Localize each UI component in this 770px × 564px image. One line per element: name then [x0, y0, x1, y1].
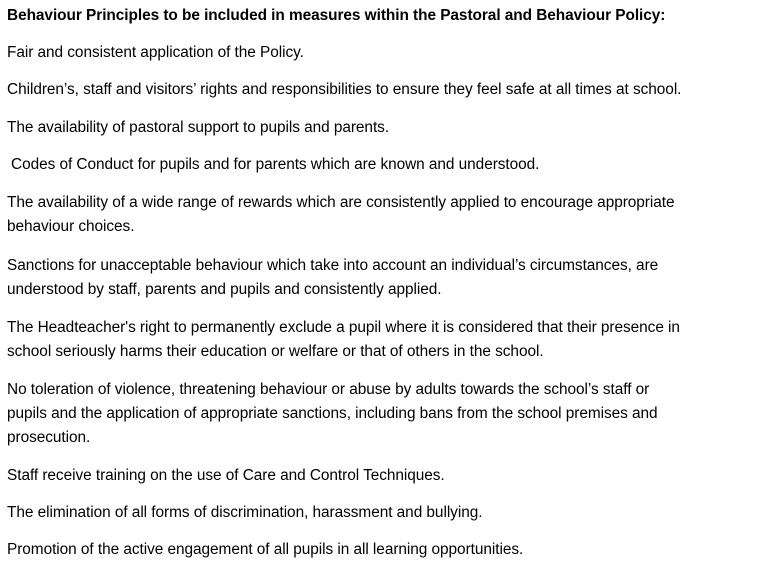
- paragraph-codes-of-conduct: Codes of Conduct for pupils and for parents which are known and understood.: [11, 156, 540, 173]
- paragraph-sanctions-line-2: understood by staff, parents and pupils and consistently applied.: [7, 281, 442, 298]
- paragraph-discrimination: The elimination of all forms of discrimination, harassment and bullying.: [7, 504, 483, 521]
- paragraph-fair-application: Fair and consistent application of the Policy.: [7, 44, 304, 61]
- paragraph-rewards-line-1: The availability of a wide range of rewards which are consistently applied to encourage appropriate: [7, 194, 675, 211]
- paragraph-engagement: Promotion of the active engagement of all pupils in all learning opportunities.: [7, 541, 524, 558]
- paragraph-pastoral-support: The availability of pastoral support to pupils and parents.: [7, 119, 390, 136]
- paragraph-staff-training: Staff receive training on the use of Care and Control Techniques.: [7, 467, 445, 484]
- paragraph-violence-line-2: pupils and the application of appropriate sanctions, including bans from the school premises and: [7, 405, 658, 422]
- document-heading: Behaviour Principles to be included in measures within the Pastoral and Behaviour Policy:: [7, 7, 666, 24]
- paragraph-rights-responsibilities: Children’s, staff and visitors’ rights and responsibilities to ensure they feel safe at all times at school.: [7, 81, 682, 98]
- paragraph-exclusion-line-2: school seriously harms their education or welfare or that of others in the school.: [7, 343, 544, 360]
- paragraph-rewards-line-2: behaviour choices.: [7, 218, 135, 235]
- paragraph-sanctions-line-1: Sanctions for unacceptable behaviour which take into account an individual’s circumstances, are: [7, 257, 659, 274]
- paragraph-violence-line-1: No toleration of violence, threatening behaviour or abuse by adults towards the school’s staff or: [7, 381, 650, 398]
- paragraph-violence-line-3: prosecution.: [7, 429, 91, 446]
- paragraph-exclusion-line-1: The Headteacher's right to permanently exclude a pupil where it is considered that their presence in: [7, 319, 680, 336]
